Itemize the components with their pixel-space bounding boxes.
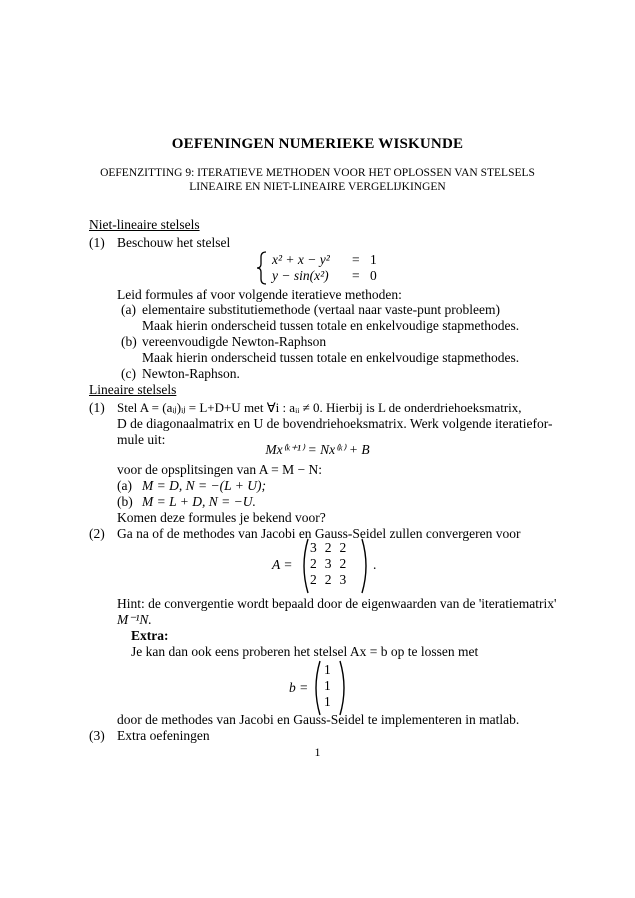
method-b-text: vereenvoudigde Newton-Raphson — [142, 334, 327, 349]
system-brace — [255, 251, 269, 285]
item-2-line-1: Ga na of de methodes van Jacobi en Gauss-Seidel zullen convergeren voor — [117, 526, 521, 541]
section-heading-nonlinear: Niet-lineaire stelsels — [89, 217, 200, 232]
matrix-cell: 3 — [324, 556, 332, 571]
item-1-line-1: Stel A = (aᵢⱼ)ᵢⱼ = L+D+U met ∀i : aᵢᵢ ≠ 0. Hierbij is L de onderdriehoeksmatrix, — [117, 400, 522, 415]
list-label-b: (b) — [121, 334, 137, 349]
equation-2-op: = — [352, 268, 360, 283]
splitting-text: voor de opsplitsingen van A = M − N: — [117, 462, 322, 477]
matrix-right-paren — [360, 538, 372, 594]
vector-cell: 1 — [324, 678, 331, 693]
extra-exercises-text: Extra oefeningen — [117, 728, 210, 743]
method-a-text: elementaire substitutiemethode (vertaal naar vaste-punt probleem) — [142, 302, 500, 317]
section-heading-linear: Lineaire stelsels — [89, 382, 177, 397]
hint-line-1: Hint: de convergentie wordt bepaald door de eigenwaarden van de 'iteratiematrix' — [117, 596, 557, 611]
vector-label: b = — [289, 680, 309, 695]
vector-cell: 1 — [324, 662, 331, 677]
method-a-subtext: Maak hierin onderscheid tussen totale en enkelvoudige stapmethodes. — [142, 318, 520, 333]
page-number: 1 — [314, 745, 321, 759]
extra-line: Je kan dan ook eens proberen het stelsel Ax = b op te lossen met — [131, 644, 479, 659]
matrix-cell: 3 — [339, 572, 347, 587]
method-c-text: Newton-Raphson. — [142, 366, 240, 381]
equation-2-rhs: 0 — [370, 268, 377, 283]
document-subtitle-line2: LINEAIRE EN NIET-LINEAIRE VERGELIJKINGEN — [189, 181, 446, 193]
equation-2-lhs: y − sin(x²) — [272, 268, 329, 283]
equation-1-rhs: 1 — [370, 252, 377, 267]
matrix-cell: 3 — [310, 540, 317, 555]
item-number: (3) — [89, 728, 105, 743]
list-label-a: (a) — [121, 302, 136, 317]
matrix-cell: 2 — [324, 572, 332, 587]
matrix-cell: 2 — [310, 556, 317, 571]
extra-heading: Extra: — [131, 628, 169, 643]
method-b-subtext: Maak hierin onderscheid tussen totale en enkelvoudige stapmethodes. — [142, 350, 520, 365]
matrix-label: A = — [272, 557, 293, 572]
splitting-a-text: M = D, N = −(L + U); — [142, 478, 266, 493]
matrix-cell: 2 — [339, 540, 347, 555]
item-1-line-2: D de diagonaalmatrix en U de bovendriehoeksmatrix. Werk volgende iteratiefor- — [117, 416, 553, 431]
item-number: (1) — [89, 235, 105, 250]
equation-1-lhs: x² + x − y² — [272, 252, 330, 267]
matrix-a — [306, 540, 350, 588]
item-intro-text: Beschouw het stelsel — [117, 235, 231, 250]
item-number: (2) — [89, 526, 105, 541]
matrix-cell: 2 — [324, 540, 332, 555]
list-label-b: (b) — [117, 494, 133, 509]
iteration-formula: Mx⁽ᵏ⁺¹⁾ = Nx⁽ᵏ⁾ + B — [265, 442, 370, 457]
item-number: (1) — [89, 400, 105, 415]
list-label-c: (c) — [121, 366, 136, 381]
matrix-end-period: . — [373, 557, 377, 572]
equation-1-op: = — [352, 252, 360, 267]
hint-line-2: M⁻¹N. — [117, 612, 152, 627]
document-title: OEFENINGEN NUMERIEKE WISKUNDE — [171, 136, 464, 152]
document-subtitle-line1: OEFENZITTING 9: ITERATIEVE METHODEN VOOR HET OPLOSSEN VAN STELSELS — [100, 167, 535, 179]
item-1-line-3: mule uit: — [117, 432, 166, 447]
familiar-question: Komen deze formules je bekend voor? — [117, 510, 326, 525]
matrix-cell: 2 — [339, 556, 347, 571]
vector-b — [320, 662, 335, 710]
vector-cell: 1 — [324, 694, 331, 709]
matrix-cell: 2 — [310, 572, 317, 587]
methods-lead-text: Leid formules af voor volgende iteratieve methoden: — [117, 287, 402, 302]
splitting-b-text: M = L + D, N = −U. — [142, 494, 256, 509]
closing-line: door de methodes van Jacobi en Gauss-Seidel te implementeren in matlab. — [117, 712, 520, 727]
list-label-a: (a) — [117, 478, 132, 493]
vector-right-paren — [338, 660, 350, 716]
